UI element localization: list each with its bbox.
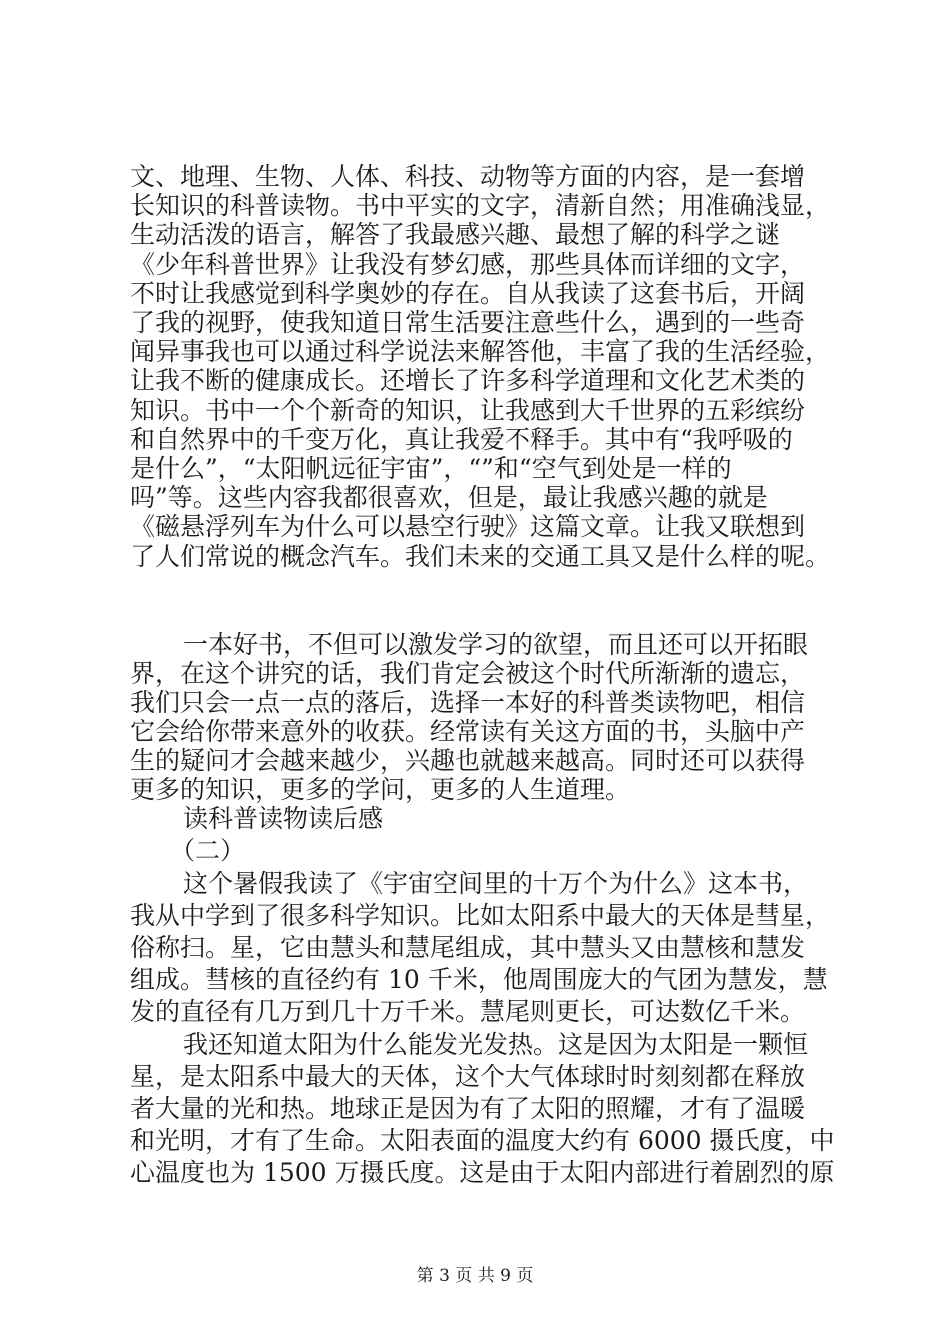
essay-title: 读科普读物读后感 [183, 804, 384, 833]
paragraph-1-line-11: 是什么”，“太阳帆远征宇宙”，“”和“空气到处是一样的 [130, 454, 732, 483]
paragraph-1-line-7: 闻异事我也可以通过科学说法来解答他，丰富了我的生活经验， [130, 337, 831, 367]
paragraph-2-line-5: 生的疑问才会越来越少，兴趣也就越来越高。同时还可以获得 [130, 746, 806, 775]
paragraph-1-line-2: 长知识的科普读物。书中平实的文字，清新自然；用准确浅显， [130, 191, 831, 221]
paragraph-3-line-4: 组成。彗核的直径约有 10 千米，他周围庞大的气团为慧发，慧 [130, 965, 828, 994]
essay-subtitle: （二） [170, 836, 246, 865]
paragraph-4-line-5: 心温度也为 1500 万摄氏度。这是由于太阳内部进行着剧烈的原 [130, 1158, 835, 1187]
paragraph-2-line-4: 它会给你带来意外的收获。经常读有关这方面的书，头脑中产 [130, 717, 806, 746]
paragraph-1-line-13: 《磁悬浮列车为什么可以悬空行驶》这篇文章。让我又联想到 [130, 512, 806, 542]
paragraph-1-line-3: 生动活泼的语言，解答了我最感兴趣、最想了解的科学之谜 [130, 220, 781, 250]
paragraph-2-line-6: 更多的知识，更多的学问，更多的人生道理。 [130, 775, 631, 804]
paragraph-1-line-6: 了我的视野，使我知道日常生活要注意些什么，遇到的一些奇 [130, 308, 806, 337]
paragraph-1-line-5: 不时让我感觉到科学奥妙的存在。自从我读了这套书后，开阔 [130, 278, 806, 308]
paragraph-1-line-14: 了人们常说的概念汽车。我们未来的交通工具又是什么样的呢。 [130, 541, 831, 571]
paragraph-4-line-1: 我还知道太阳为什么能发光发热。这是因为太阳是一颗恒 [183, 1030, 809, 1059]
paragraph-2-line-2: 界，在这个讲究的话，我们肯定会被这个时代所渐渐的遗忘， [130, 659, 806, 688]
paragraph-1-line-9: 知识。书中一个个新奇的知识，让我感到大千世界的五彩缤纷 [130, 395, 806, 425]
paragraph-2-line-1: 一本好书，不但可以激发学习的欲望，而且还可以开拓眼 [183, 630, 809, 659]
paragraph-3-line-2: 我从中学到了很多科学知识。比如太阳系中最大的天体是彗星， [130, 901, 831, 930]
paragraph-4-line-2: 星，是太阳系中最大的天体，这个大气体球时时刻刻都在释放 [130, 1062, 806, 1091]
paragraph-1-line-1: 文、地理、生物、人体、科技、动物等方面的内容，是一套增 [130, 162, 806, 191]
paragraph-1-line-4: 《少年科普世界》让我没有梦幻感，那些具体而详细的文字， [130, 249, 806, 279]
page-footer: 第 3 页 共 9 页 [416, 1266, 534, 1286]
paragraph-1-line-12: 吗”等。这些内容我都很喜欢，但是，最让我感兴趣的就是 [130, 483, 768, 513]
paragraph-4-line-4: 和光明，才有了生命。太阳表面的温度大约有 6000 摄氏度，中 [130, 1126, 835, 1155]
paragraph-3-line-5: 发的直径有几万到几十万千米。慧尾则更长，可达数亿千米。 [130, 997, 806, 1026]
paragraph-4-line-3: 者大量的光和热。地球正是因为有了太阳的照耀，才有了温暖 [130, 1094, 806, 1123]
paragraph-1-line-10: 和自然界中的千变万化，真让我爱不释手。其中有“我呼吸的 [130, 424, 793, 454]
paragraph-3-line-1: 这个暑假我读了《宇宙空间里的十万个为什么》这本书， [183, 869, 809, 898]
paragraph-2-line-3: 我们只会一点一点的落后，选择一本好的科普类读物吧，相信 [130, 688, 806, 717]
paragraph-1-line-8: 让我不断的健康成长。还增长了许多科学道理和文化艺术类的 [130, 366, 806, 396]
paragraph-3-line-3: 俗称扫。星，它由慧头和慧尾组成，其中慧头又由慧核和慧发 [130, 933, 806, 962]
